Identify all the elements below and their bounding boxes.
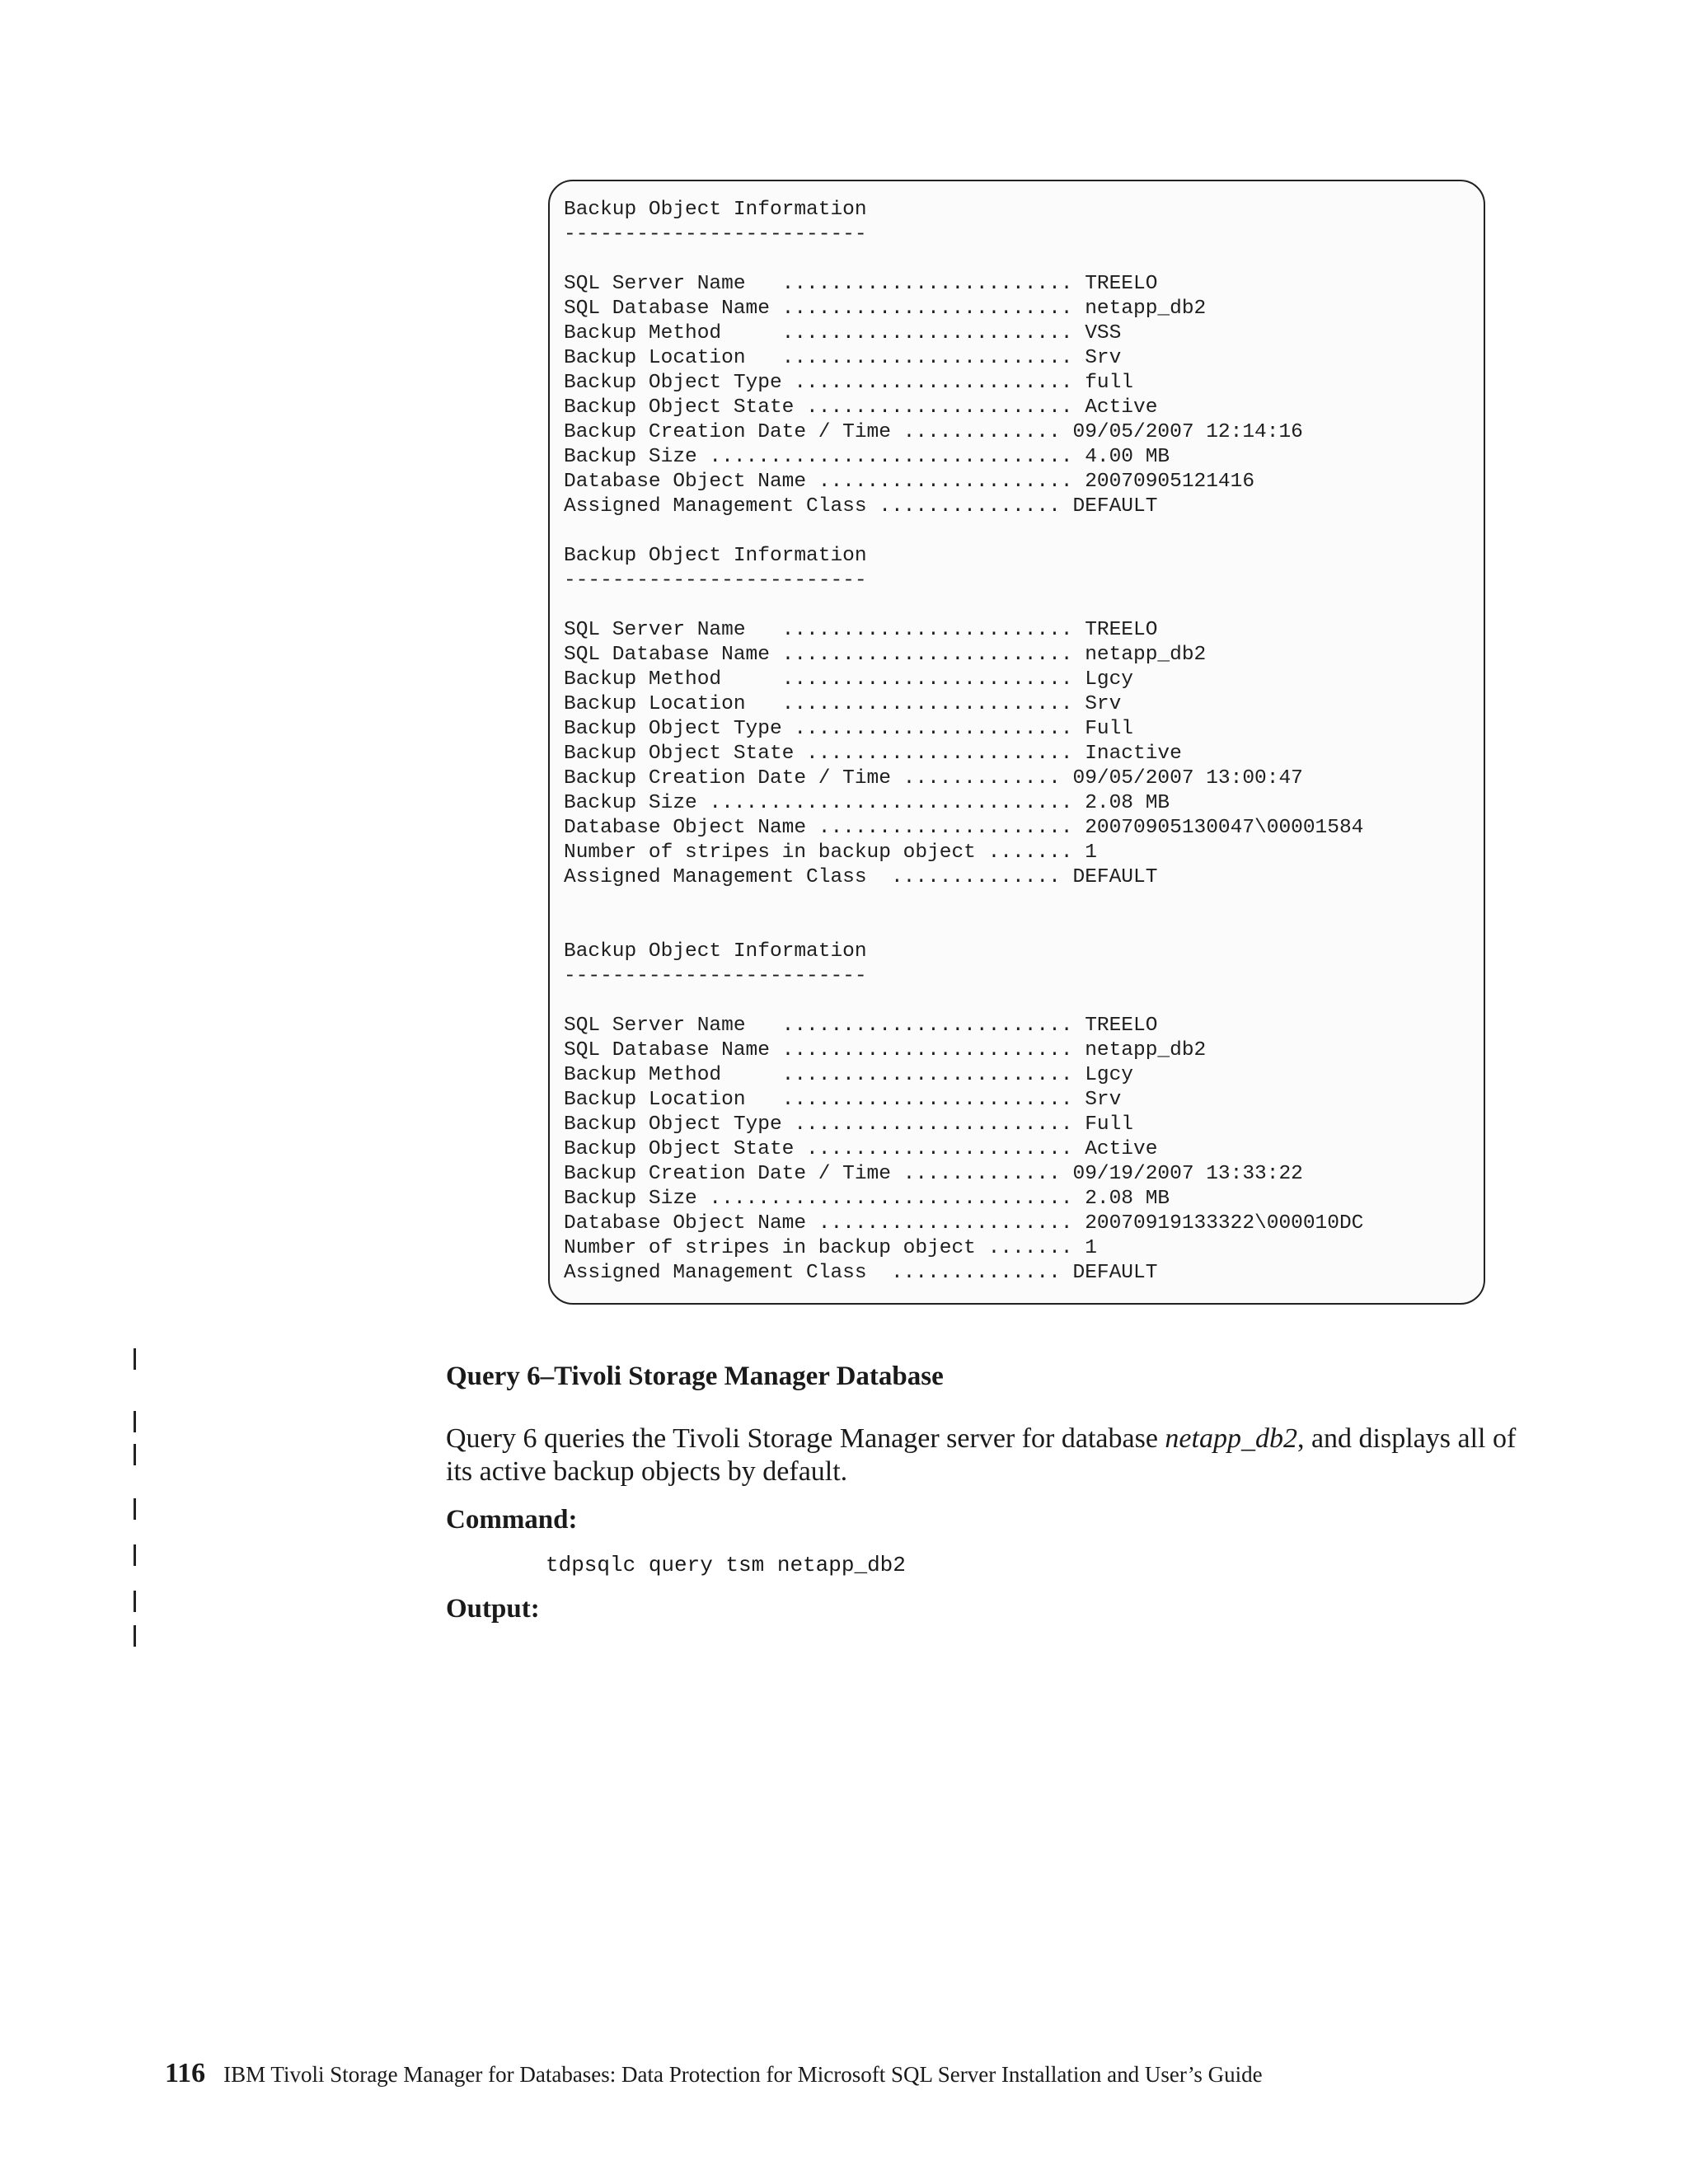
output-label: Output:: [446, 1594, 540, 1624]
change-bar: [134, 1444, 136, 1465]
command-text: tdpsqlc query tsm netapp_db2: [546, 1553, 906, 1577]
change-bar: [134, 1544, 136, 1566]
command-label: Command:: [446, 1505, 578, 1535]
footer-title: IBM Tivoli Storage Manager for Databases: Data Protection for Microsoft SQL Server Installation and User’s Guide: [223, 2062, 1263, 2087]
section-heading: Query 6–Tivoli Storage Manager Database: [446, 1361, 944, 1391]
paragraph-text: Query 6 queries the Tivoli Storage Manager server for database: [446, 1423, 1165, 1454]
code-output-text: Backup Object Information ------------------------- SQL Server Name ........................ TREELO SQL Database Name ........................ netapp_db2 Backup Method ........................ VSS Backup Location ........................ Srv Backup Object Type ....................... full Backup Object State ...................... Active Backup Creation Date / Time ............. 09/05/2007 12:14:16 Backup Size .............................. 4.00 MB Database Object Name ..................... 20070905121416 Assigned Management Class ............... DEFAULT Backup Object Information ------------------------- SQL Server Name ........................ TREELO SQL Database Name ........................ netapp_db2 Backup Method ........................ Lgcy Backup Location ........................ Srv Backup Object Type ....................... Full Backup Object State ...................... Inactive Backup Creation Date / Time ............. 09/05/2007 13:00:47 Backup Size .............................. 2.08 MB Database Object Name ..................... 20070905130047\00001584 Number of stripes in backup object ....... 1 Assigned Management Class .............. DEFAULT Backup Object Information ------------------------- SQL Server Name ........................ TREELO SQL Database Name ........................ netapp_db2 Backup Method ........................ Lgcy Backup Location ........................ Srv Backup Object Type ....................... Full Backup Object State ...................... Active Backup Creation Date / Time ............. 09/19/2007 13:33:22 Backup Size .............................. 2.08 MB Database Object Name ..................... 20070919133322\000010DC Number of stripes in backup object ....... 1 Assigned Management Class .............. DEFAULT: [564, 199, 1364, 1284]
section-paragraph: [446, 1422, 1517, 1488]
change-bar: [134, 1591, 136, 1612]
change-bar: [134, 1625, 136, 1647]
page-number: 116: [165, 2058, 206, 2088]
change-bar: [134, 1348, 136, 1370]
change-bar: [134, 1411, 136, 1432]
page-footer: [165, 2059, 1263, 2089]
code-output-box: [548, 180, 1485, 1305]
paragraph-text-end: , and displays all of its active backup objects by default.: [446, 1423, 1517, 1487]
change-bar: [134, 1498, 136, 1520]
database-name: netapp_db2: [1165, 1423, 1297, 1454]
